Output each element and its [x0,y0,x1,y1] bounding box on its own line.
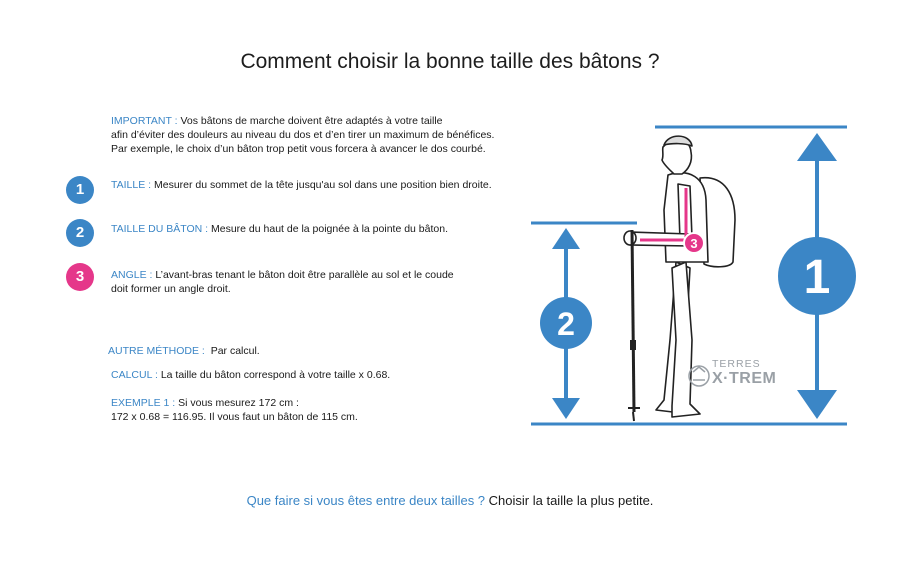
marker-1-label: 1 [803,251,831,304]
step-1-label: TAILLE : [111,179,152,191]
page-title: Comment choisir la bonne taille des bâtons ? [240,50,660,73]
step-2-label: TAILLE DU BÂTON : [111,223,209,235]
marker-3-label: 3 [690,236,698,251]
step-1-description: Mesurer du sommet de la tête jusqu'au sol dans une position bien droite. [154,179,492,191]
other-method-label: AUTRE MÉTHODE : [108,345,205,357]
calcul-label: CALCUL : [111,369,158,381]
example-label: EXEMPLE 1 : [111,397,176,409]
marker-2-label: 2 [557,306,575,342]
step-3-description: L’avant-bras tenant le bâton doit être parallèle au sol et le coude [155,269,454,281]
other-method-text: Par calcul. [210,345,260,357]
important-line1: Vos bâtons de marche doivent être adaptés à votre taille [180,115,443,127]
step-1-badge: 1 [66,176,94,204]
step-3-description-2: doit former un angle droit. [111,283,231,295]
example-text: Si vous mesurez 172 cm : [178,397,299,409]
step-3-badge: 3 [66,263,94,291]
brand-logo [688,358,778,394]
calcul-text: La taille du bâton correspond à votre taille x 0.68. [160,369,391,381]
important-line2: afin d’éviter des douleurs au niveau du dos et d’en tirer un maximum de bénéfices. [111,129,495,141]
hiking-pole [628,230,640,421]
logo-line2: X·TREM [712,370,777,387]
footer-question: Que faire si vous êtes entre deux tailles ? [246,493,486,508]
footer-answer: Choisir la taille la plus petite. [488,493,654,508]
example-line2: 172 x 0.68 = 116.95. Il vous faut un bâton de 115 cm. [111,411,358,423]
important-line3: Par exemple, le choix d’un bâton trop petit vous forcera à avancer le dos courbé. [111,143,486,155]
logo-line1: TERRES [712,358,761,370]
step-2-badge: 2 [66,219,94,247]
important-label: IMPORTANT : [111,115,178,127]
step-3-label: ANGLE : [111,269,153,281]
hand [624,231,636,245]
step-2-description: Mesure du haut de la poignée à la pointe du bâton. [210,223,448,235]
